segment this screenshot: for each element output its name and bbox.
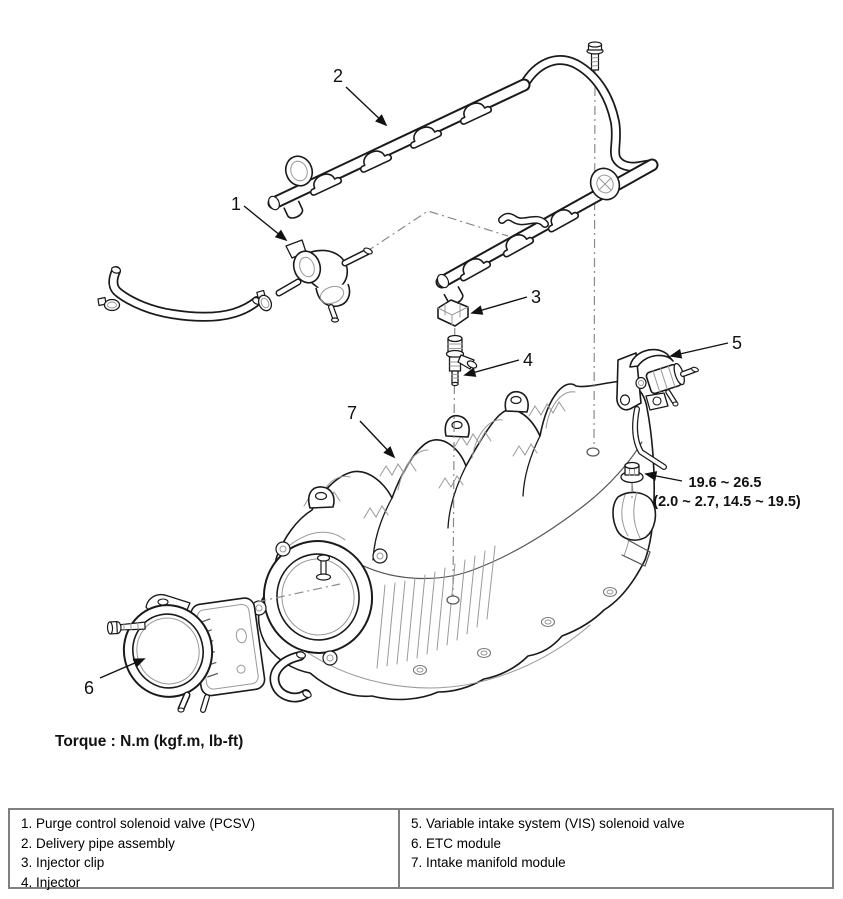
callout-3: [472, 287, 541, 313]
legend-item-7: 7. Intake manifold module: [411, 855, 566, 870]
legend-item-5: 5. Variable intake system (VIS) solenoid valve: [411, 816, 685, 831]
legend-item-2: 2. Delivery pipe assembly: [21, 835, 175, 851]
callout-2-number: 2: [332, 66, 344, 86]
callout-6-number: 6: [83, 678, 95, 698]
callout-7-number: 7: [346, 403, 358, 423]
callout-5: [671, 333, 742, 356]
torque-note: Torque : N.m (kgf.m, lb-ft): [55, 733, 244, 750]
callout-3-number: 3: [530, 287, 542, 307]
pcsv-part: [98, 240, 373, 322]
torque-value-alt: (2.0 ~ 2.7, 14.5 ~ 19.5): [653, 494, 801, 510]
etc-module-part: [107, 595, 266, 712]
legend-item-3: 3. Injector clip: [21, 855, 105, 870]
legend-column-right: [398, 810, 832, 887]
callout-5-number: 5: [731, 333, 743, 353]
legend-item-1: 1. Purge control solenoid valve (PCSV): [21, 816, 256, 831]
callout-4-number: 4: [522, 350, 534, 370]
callout-1-number: 1: [230, 194, 242, 214]
legend-table: [8, 808, 834, 889]
pcsv-valve-body: [279, 240, 373, 322]
legend-item-6: 6. ETC module: [411, 835, 502, 851]
torque-spec: [646, 474, 801, 510]
injector-part: [447, 336, 478, 386]
legend-item-4: 4. Injector: [21, 874, 81, 890]
torque-value-nm: 19.6 ~ 26.5: [688, 475, 762, 491]
callout-7: [347, 403, 394, 457]
injector-clip-part: [438, 300, 468, 326]
rail-mount-bolt: [587, 42, 603, 70]
callout-2: [333, 66, 386, 125]
hose-clamp-left: [98, 298, 120, 311]
legend-column-left: [10, 810, 398, 890]
